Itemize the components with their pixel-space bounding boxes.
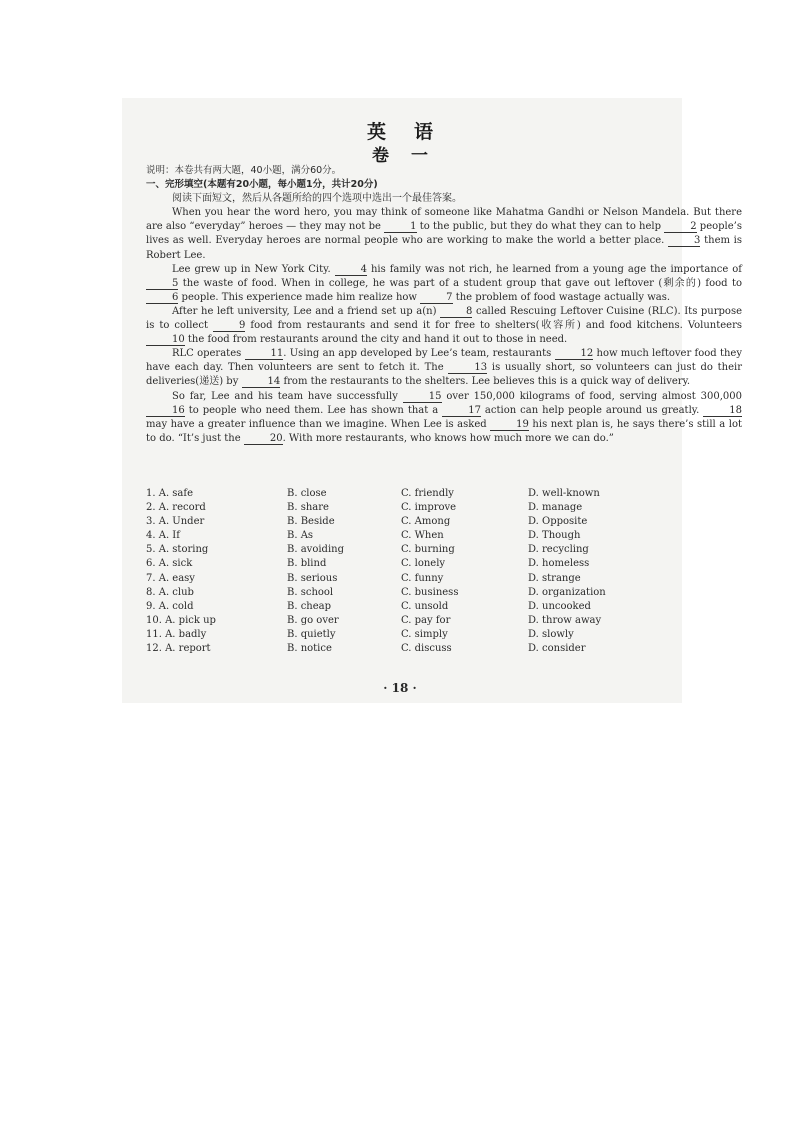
option-choice: C. burning	[401, 544, 455, 556]
passage-text: to the public, but they do what they can to help	[416, 221, 665, 233]
cloze-blank: 13	[448, 362, 487, 374]
option-choice: C. business	[401, 586, 459, 598]
option-choice: B. serious	[287, 572, 338, 584]
option-choice: B. share	[287, 502, 329, 514]
option-choice: D. homeless	[528, 558, 590, 570]
cloze-blank: 7	[420, 292, 452, 304]
option-row	[146, 487, 626, 501]
cloze-blank: 18	[703, 405, 742, 417]
option-choice: 7. A. easy	[146, 572, 195, 584]
section-heading: 一、完形填空(本题有20小题，每小题1分，共计20分)	[146, 179, 378, 191]
instructions-note: 说明：本卷共有两大题，40小题，满分60分。	[146, 165, 342, 176]
passage-text: the waste of food. When in college, he was part of a student group that gave out leftover (剩余的) food to	[178, 277, 742, 289]
cloze-blank: 9	[213, 320, 245, 332]
passage-text: people. This experience made him realize how	[178, 291, 421, 303]
option-choice: 8. A. club	[146, 586, 194, 598]
option-choice: D. Opposite	[528, 516, 588, 528]
option-choice: C. When	[401, 530, 444, 542]
cloze-blank: 20	[244, 433, 283, 445]
option-choice: B. go over	[287, 614, 339, 626]
option-choice: B. cheap	[287, 600, 332, 612]
cloze-blank: 10	[146, 334, 185, 346]
answer-options	[146, 487, 626, 656]
option-choice: D. recycling	[528, 544, 589, 556]
option-choice: 11. A. badly	[146, 628, 207, 640]
option-choice: 6. A. sick	[146, 558, 193, 570]
passage-text: the food from restaurants around the city and hand it out to those in need.	[184, 334, 568, 346]
document-title: 英语	[366, 121, 461, 143]
option-row	[146, 515, 626, 529]
option-choice: 9. A. cold	[146, 600, 194, 612]
cloze-blank: 4	[335, 264, 367, 276]
cloze-blank: 1	[384, 221, 416, 233]
option-choice: D. well-known	[528, 488, 600, 499]
passage-text: called Rescuing Leftover Cuisine (RLC). Its purpose is to collect	[146, 305, 742, 332]
option-choice: 2. A. record	[146, 502, 206, 514]
option-choice: C. pay for	[401, 614, 451, 626]
option-choice: C. lonely	[401, 558, 446, 570]
cloze-blank: 15	[403, 391, 442, 403]
cloze-passage	[146, 206, 742, 446]
cloze-blank: 3	[668, 235, 700, 247]
cloze-blank: 2	[664, 221, 696, 233]
passage-text: RLC operates	[172, 348, 245, 360]
cloze-blank: 16	[146, 405, 185, 417]
option-choice: B. close	[287, 488, 327, 499]
passage-text: the problem of food wastage actually was.	[452, 291, 671, 303]
option-choice: D. Though	[528, 530, 581, 542]
passage-text: . Using an app developed by Lee’s team, restaurants	[283, 348, 555, 360]
option-choice: 5. A. storing	[146, 544, 209, 556]
option-choice: C. unsold	[401, 600, 449, 612]
option-row	[146, 628, 626, 642]
option-choice: B. avoiding	[287, 544, 344, 556]
option-choice: D. throw away	[528, 614, 602, 626]
cloze-blank: 14	[242, 376, 281, 388]
option-choice: B. school	[287, 586, 334, 598]
option-choice: D. consider	[528, 643, 586, 655]
option-row	[146, 614, 626, 628]
passage-paragraph	[146, 206, 742, 262]
cloze-blank: 17	[442, 405, 481, 417]
cloze-blank: 5	[146, 278, 178, 290]
option-row	[146, 501, 626, 515]
option-choice: 4. A. If	[146, 530, 180, 542]
option-choice: B. notice	[287, 643, 332, 655]
page-number: · 18 ·	[383, 681, 417, 695]
option-row	[146, 543, 626, 557]
option-row	[146, 557, 626, 571]
passage-text: his next plan is, he says there’s still a lot to do. “It’s just the	[146, 418, 742, 444]
passage-text: So far, Lee and his team have successfully	[172, 390, 403, 402]
passage-text: may have a greater influence than we imagine. When Lee is asked	[146, 418, 491, 430]
option-choice: D. manage	[528, 502, 583, 514]
option-choice: C. funny	[401, 572, 444, 584]
cloze-blank: 6	[146, 292, 178, 304]
option-choice: B. Beside	[287, 516, 335, 528]
passage-text: people’s lives as well. Everyday heroes are normal people who are working to make the world a better place.	[146, 221, 742, 247]
passage-text: his family was not rich, he learned from a young age the importance of	[367, 263, 742, 275]
option-choice: D. uncooked	[528, 600, 591, 612]
cloze-blank: 12	[555, 348, 594, 360]
option-choice: C. friendly	[401, 488, 454, 499]
passage-paragraph	[146, 263, 742, 305]
option-choice: C. discuss	[401, 643, 452, 655]
option-choice: 1. A. safe	[146, 488, 194, 499]
option-choice: 10. A. pick up	[146, 614, 216, 626]
option-choice: D. strange	[528, 572, 581, 584]
option-choice: 12. A. report	[146, 643, 211, 655]
cloze-blank: 19	[490, 419, 529, 431]
option-choice: 3. A. Under	[146, 516, 205, 528]
option-row	[146, 529, 626, 543]
option-choice: B. As	[287, 530, 314, 542]
passage-text: is usually short, so volunteers can just do their deliveries(递送) by	[146, 362, 743, 388]
passage-text: over 150,000 kilograms of food, serving almost 300,000	[441, 390, 742, 402]
option-row	[146, 600, 626, 614]
passage-text: them is Robert Lee.	[146, 235, 743, 261]
passage-text: food from restaurants and send it for free to shelters(收容所) and food kitchens. Volunteers	[245, 320, 742, 332]
passage-text: . With more restaurants, who knows how much more we can do.”	[282, 432, 614, 444]
option-choice: B. quietly	[287, 628, 336, 640]
option-choice: C. improve	[401, 502, 457, 514]
passage-text: Lee grew up in New York City.	[172, 263, 335, 275]
passage-paragraph	[146, 390, 742, 446]
option-row	[146, 572, 626, 586]
document-subtitle: 卷一	[372, 146, 450, 166]
passage-text: how much leftover food they have each day. Then volunteers are sent to fetch it. The	[146, 348, 742, 374]
cloze-blank: 11	[245, 348, 284, 360]
option-row	[146, 642, 626, 656]
passage-text: action can help people around us greatly.	[480, 404, 704, 416]
option-choice: D. slowly	[528, 628, 574, 640]
passage-text: When you hear the word hero, you may think of someone like Mahatma Gandhi or Nelson Mandela. But there are also “everyday” heroes — they may not be	[146, 207, 742, 233]
passage-paragraph	[146, 347, 742, 389]
option-choice: C. simply	[401, 628, 448, 640]
cloze-blank: 8	[440, 306, 472, 318]
option-choice: C. Among	[401, 516, 451, 528]
option-row	[146, 586, 626, 600]
section-direction: 阅读下面短文，然后从各题所给的四个选项中选出一个最佳答案。	[172, 193, 462, 205]
passage-paragraph	[146, 305, 742, 347]
exam-content	[146, 164, 742, 446]
passage-text: from the restaurants to the shelters. Lee believes this is a quick way of delivery.	[280, 376, 691, 388]
passage-text: to people who need them. Lee has shown that a	[184, 404, 443, 416]
option-choice: B. blind	[287, 558, 327, 570]
passage-text: After he left university, Lee and a friend set up a(n)	[172, 305, 441, 317]
option-choice: D. organization	[528, 586, 606, 598]
